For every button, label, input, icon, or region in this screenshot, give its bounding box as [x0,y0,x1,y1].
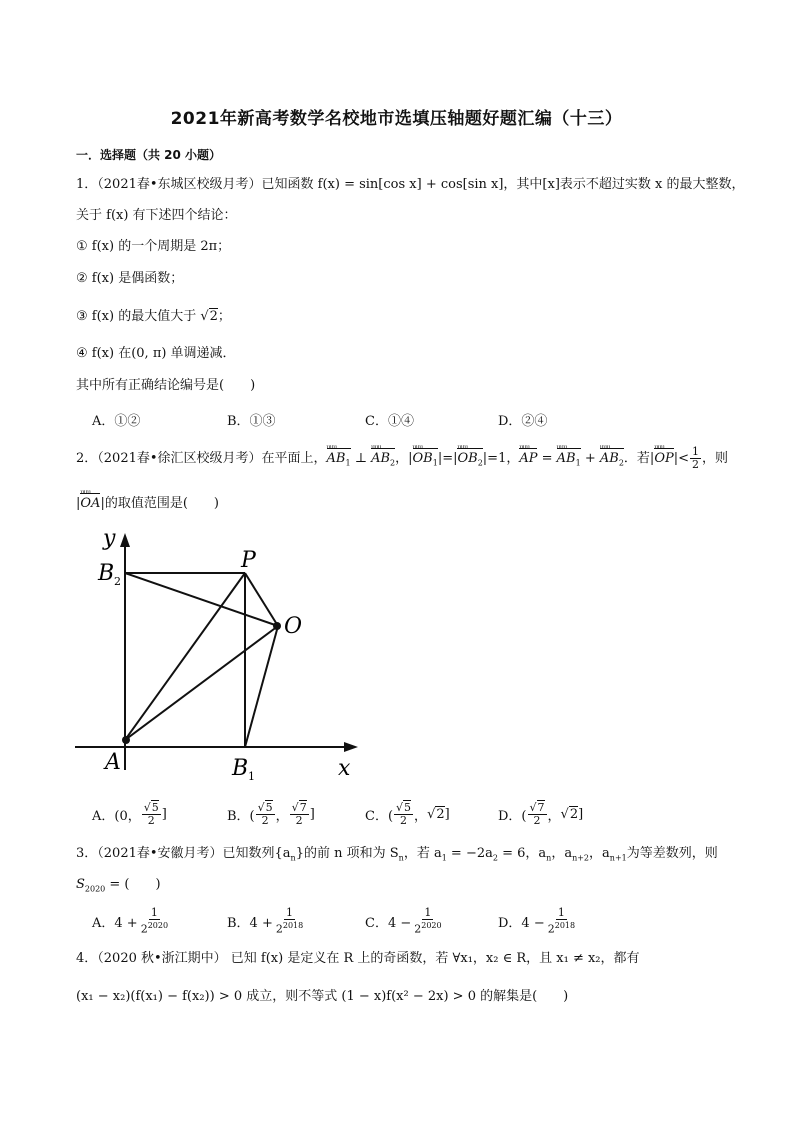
q2-option-a[interactable]: A．(0， $\frac{√5}{2}$ ] [92,801,167,827]
q1-stem-line2: 关于 f(x) 有下述四个结论： [76,208,237,223]
label-b2-sub: 2 [114,575,121,588]
q4-stem-line1: 4．（2020 秋•浙江期中） 已知 f(x) 是定义在 R 上的奇函数，若 ∀x₁，x₂ ∈ R，且 x₁ ≠ x₂，都有 [76,951,640,966]
section-heading: 一．选择题（共 20 小题） [76,148,222,162]
q1-statement-1: ① f(x) 的一个周期是 2π； [76,239,231,254]
vector-ob2: $OB_2$ uuu [457,447,482,473]
point-a [122,736,130,744]
q2-option-d[interactable]: D．( $\frac{√7}{2}$ ， √2 ] [498,801,584,827]
q2-options [92,802,732,836]
label-a: A [105,750,121,775]
q1-statement-2: ② f(x) 是偶函数； [76,271,184,286]
vector-ob1: $OB_1$ uuu [413,447,438,473]
q1-option-a[interactable]: A．①② [92,414,141,429]
fraction-half: $\frac{1}{2}$ [692,445,699,471]
q1-options [92,410,732,432]
q2-stem-line1: 2．（2021春•徐汇区校级月考）在平面上，$AB_1$ uuu ⊥ $AB_2$ uuu，$|OB_1$ $uuu|=|OB_2$ uuu|=1，AP uuu = $AB_1$ uuu + $AB_2$ uuu．若|OP uuu|< $\frac{1}{2}$ ，则 [76,446,728,473]
point-o [273,622,281,630]
vector-ab2: $AB_2$ uuu [371,447,395,473]
q1-statement-3: ③ f(x) 的最大值大于 √2； [76,309,231,324]
vector-ap: AP uuu [519,447,537,468]
q4-stem-line2: (x₁ − x₂)(f(x₁) − f(x₂)) > 0 成立，则不等式 (1 − x)f(x² − 2x) > 0 的解集是( ) [76,989,569,1004]
segment-b2-o [125,573,278,626]
y-axis-arrow [120,533,130,547]
x-axis-arrow [344,742,358,752]
q3-option-c[interactable]: C．4 − $\frac{1}{2^{2020}}$ [365,906,442,936]
label-p: P [241,548,256,573]
q2-figure [70,525,370,785]
label-o: O [284,614,303,639]
label-b1-sub: 1 [248,770,255,783]
q1-statement-4: ④ f(x) 在(0, π) 单调递减． [76,346,236,361]
q3-option-a[interactable]: A．4 + $\frac{1}{2^{2020}}$ [92,906,169,936]
q1-option-b[interactable]: B．①③ [227,414,276,429]
segment-a-o [125,626,278,740]
q2-option-c[interactable]: C．( $\frac{√5}{2}$ ， √2 ] [365,801,450,827]
segment-p-o [245,573,278,626]
q3-stem-line2: $S_{2020}$ = ( ) [76,877,161,894]
label-b1: B [232,756,249,781]
q3-stem-line1: 3．（2021春•安徽月考）已知数列$\{a_n\}$的前 n 项和为 $S_n$，若 $a_1 = -2a_2 = 6$，$a_n$，$a_{n+2}$，$a_{n+1}$为等差数列，则 [76,846,718,863]
vector-op: OP uuu [654,447,673,468]
q1-option-c[interactable]: C．①④ [365,414,414,429]
document-title: 2021年新高考数学名校地市选填压轴题好题汇编（十三） [170,109,623,129]
segment-a-p [125,573,245,740]
q1-option-d[interactable]: D．②④ [498,414,548,429]
q3-options [92,907,732,937]
segment-b1-o [245,626,278,747]
vector-ab1: $AB_1$ uuu [327,447,351,473]
q1-question: 其中所有正确结论编号是( ) [76,378,256,393]
q3-option-b[interactable]: B．4 + $\frac{1}{2^{2018}}$ [227,906,304,936]
q2-option-b[interactable]: B．( $\frac{√5}{2}$ ， $\frac{√7}{2}$ ] [227,801,315,827]
label-x: x [338,756,351,781]
q1-stem-line1: 1．（2021春•东城区校级月考）已知函数 f(x) = sin[cos x] + cos[sin x]，其中[x]表示不超过实数 x 的最大整数， [76,177,745,192]
vector-oa: OA uuu [80,492,100,513]
q3-option-d[interactable]: D．4 − $\frac{1}{2^{2018}}$ [498,906,576,936]
label-y: y [103,526,116,551]
q2-stem-line2: |OA uuu|的取值范围是( ) [76,492,219,513]
label-b2: B [98,561,115,586]
